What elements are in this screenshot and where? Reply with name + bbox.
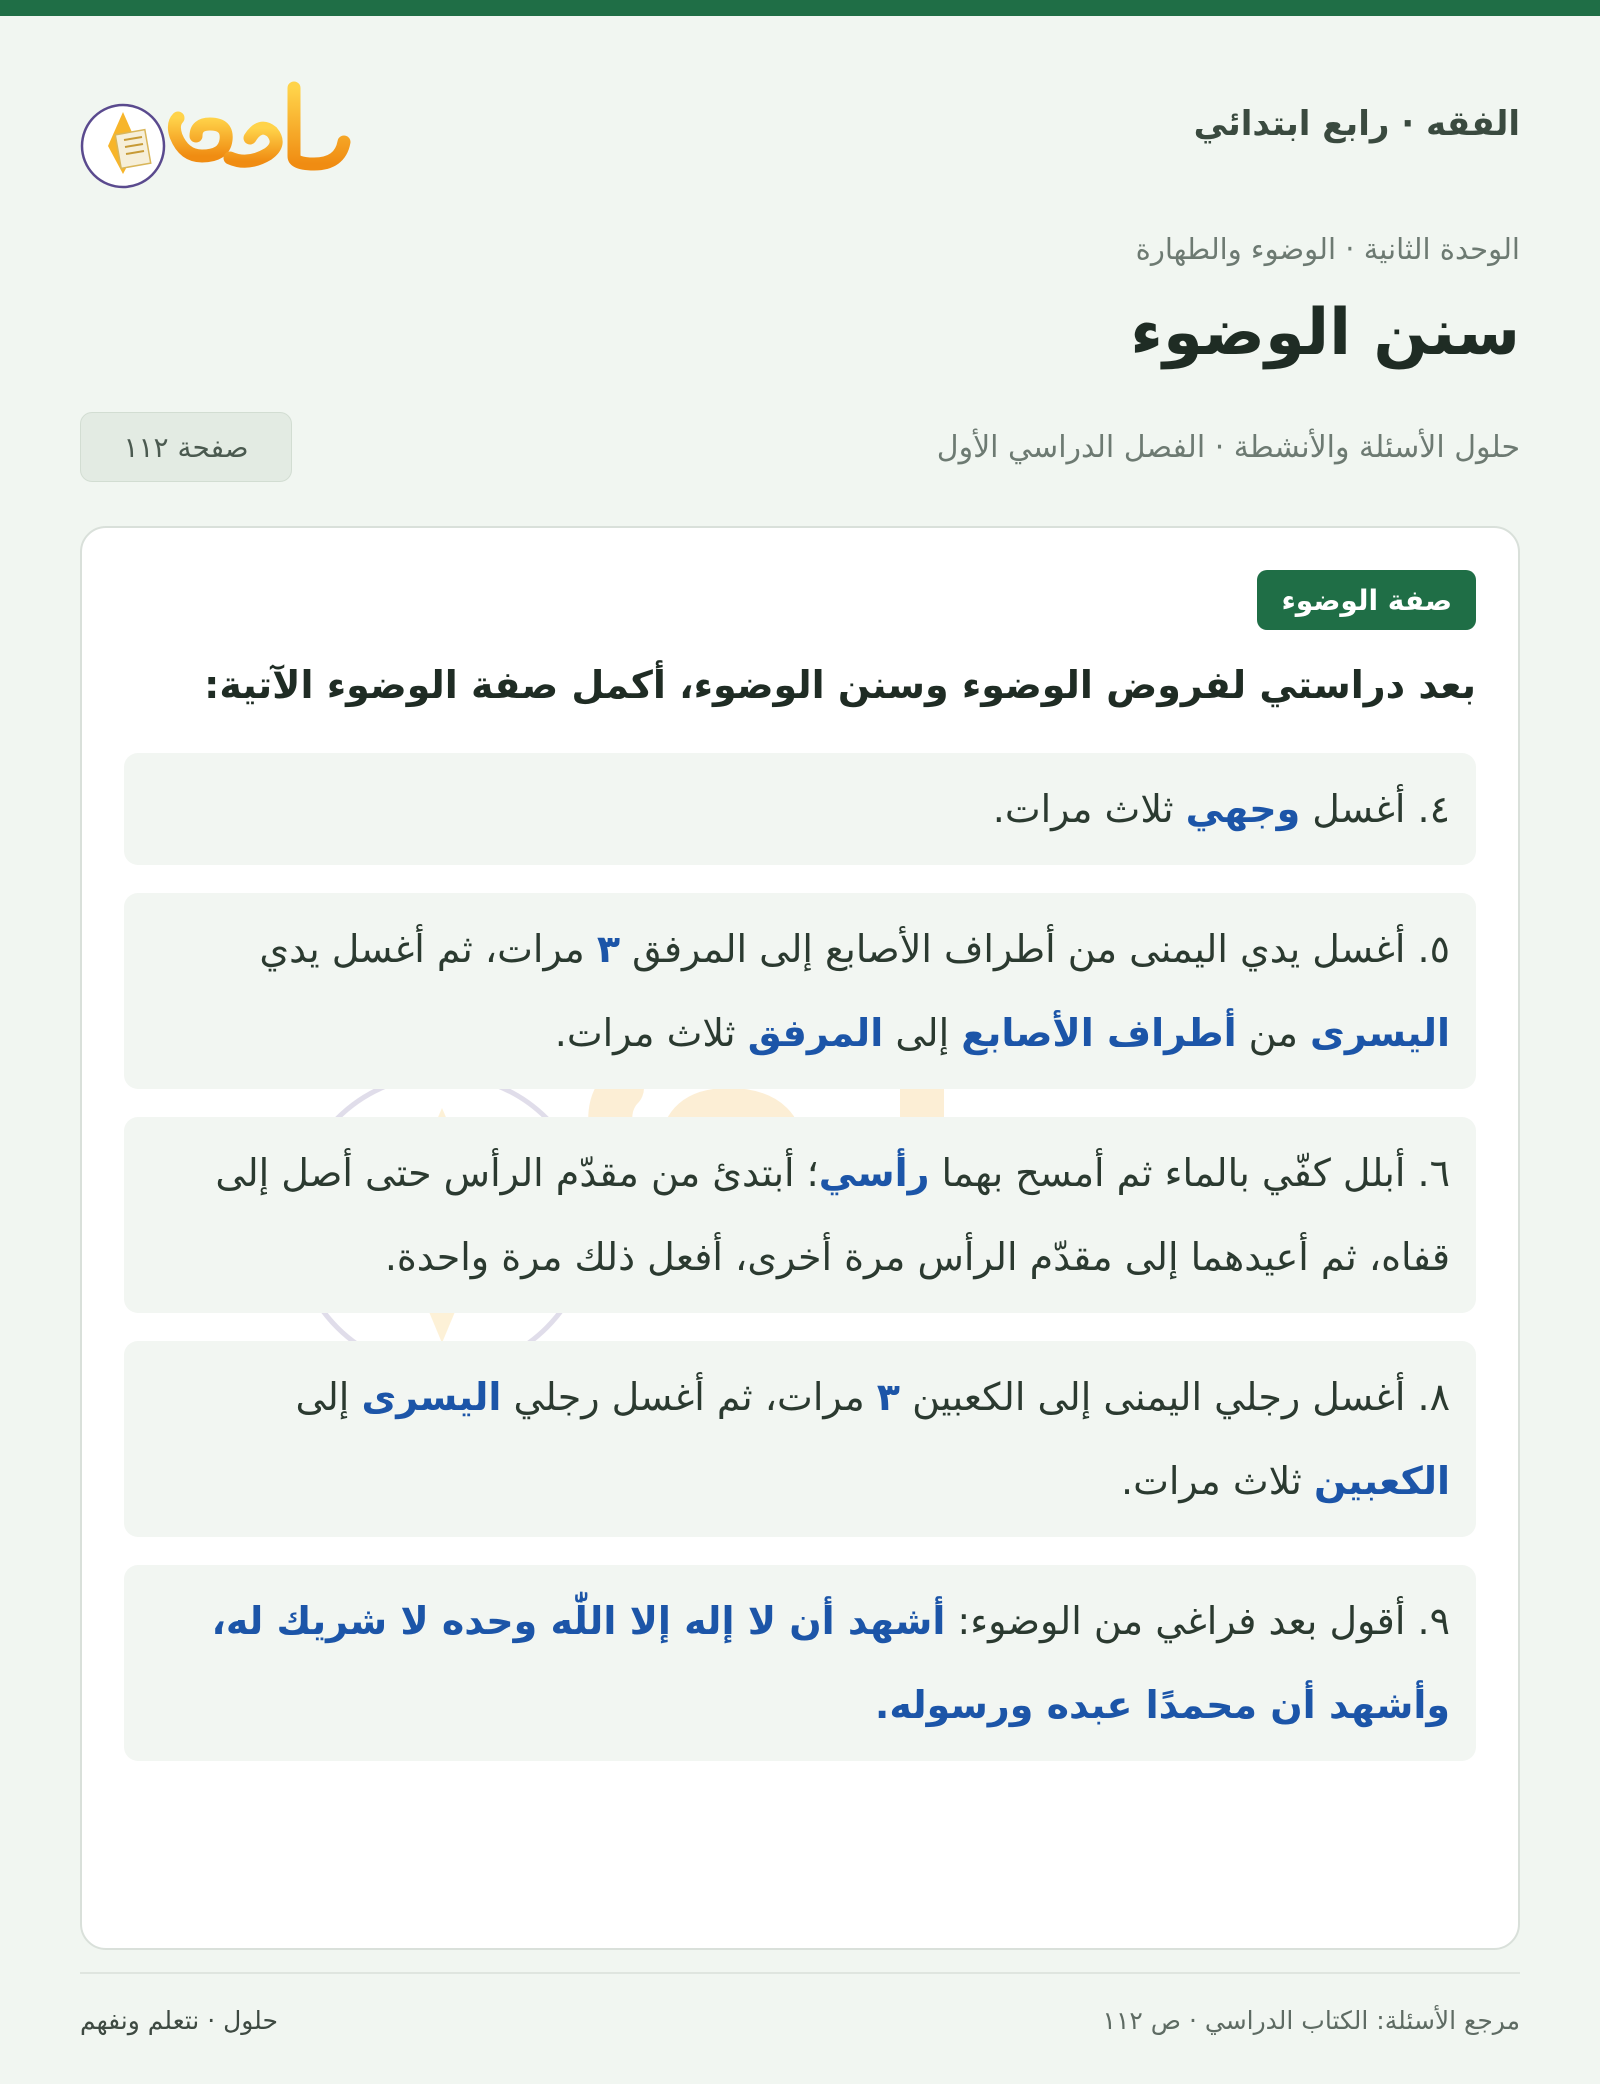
answer-highlight: ٣ [596, 927, 621, 971]
list-item [124, 753, 1476, 865]
answer-text: إلى [883, 1011, 962, 1055]
answer-highlight: الكعبين [1313, 1459, 1450, 1503]
answer-text: ٩. أقول بعد فراغي من الوضوء: [945, 1599, 1450, 1643]
answer-highlight: رأسي [818, 1151, 930, 1195]
answer-text: ٥. أغسل يدي اليمنى من أطراف الأصابع إلى المرفق [620, 927, 1450, 971]
lesson-meta: حلول الأسئلة والأنشطة · الفصل الدراسي الأول [936, 430, 1520, 465]
page [80, 16, 1520, 2084]
answer-text: مرات، ثم أغسل رجلي [501, 1375, 877, 1419]
answer-highlight: ٣ [876, 1375, 900, 1419]
section-tag: صفة الوضوء [1257, 570, 1476, 630]
answer-highlight: أطراف الأصابع [961, 1011, 1237, 1055]
footer-brand: حلول · نتعلم ونفهم [80, 2006, 278, 2035]
answer-text: ؛ أبتدئ من مقدّم الرأس حتى أصل إلى قفاه، ثم أعيدهما إلى مقدّم الرأس مرة أخرى، أفعل ذلك مرة واحدة. [215, 1151, 1450, 1279]
question-intro: بعد دراستي لفروض الوضوء وسنن الوضوء، أكمل صفة الوضوء الآتية: [204, 663, 1476, 707]
answer-highlight: اليسرى [1310, 1011, 1450, 1055]
unit-label: الوحدة الثانية · الوضوء والطهارة [1135, 232, 1520, 266]
list-item [124, 893, 1476, 1089]
page-number-badge: صفحة ١١٢ [80, 412, 292, 482]
page-title: سنن الوضوء [1130, 296, 1520, 370]
top-accent-bar [0, 0, 1600, 16]
answer-text: ثلاث مرات. [554, 1011, 748, 1055]
answer-text: مرات، ثم أغسل يدي [259, 927, 597, 971]
logo-icon [80, 66, 360, 196]
answer-highlight: أشهد أن لا إله إلا اللّٰه وحده لا شريك له، وأشهد أن محمدًا عبده ورسوله. [211, 1599, 1450, 1727]
answer-text: ٤. أغسل [1300, 787, 1450, 831]
footer-reference: مرجع الأسئلة: الكتاب الدراسي · ص ١١٢ [1102, 2006, 1520, 2035]
answer-text: ثلاث مرات. [1121, 1459, 1314, 1503]
subject-label: الفقه · رابع ابتدائي [1193, 104, 1520, 144]
answer-text: ثلاث مرات. [992, 787, 1186, 831]
answer-highlight: المرفق [747, 1011, 884, 1055]
list-item [124, 1341, 1476, 1537]
answer-text: إلى [295, 1375, 362, 1419]
footer-divider [80, 1972, 1520, 1974]
answer-list [124, 753, 1476, 1789]
logo-text-hidden: . [238, 182, 240, 187]
site-logo[interactable] [80, 66, 360, 196]
answer-text: ٨. أغسل رجلي اليمنى إلى الكعبين [899, 1375, 1450, 1419]
answer-highlight: اليسرى [361, 1375, 502, 1419]
answer-highlight: وجهي [1185, 787, 1301, 831]
answer-text: ٦. أبلل كفّي بالماء ثم أمسح بهما [929, 1151, 1450, 1195]
list-item [124, 1117, 1476, 1313]
list-item [124, 1565, 1476, 1761]
exercise-card [80, 526, 1520, 1950]
answer-text: من [1236, 1011, 1311, 1055]
